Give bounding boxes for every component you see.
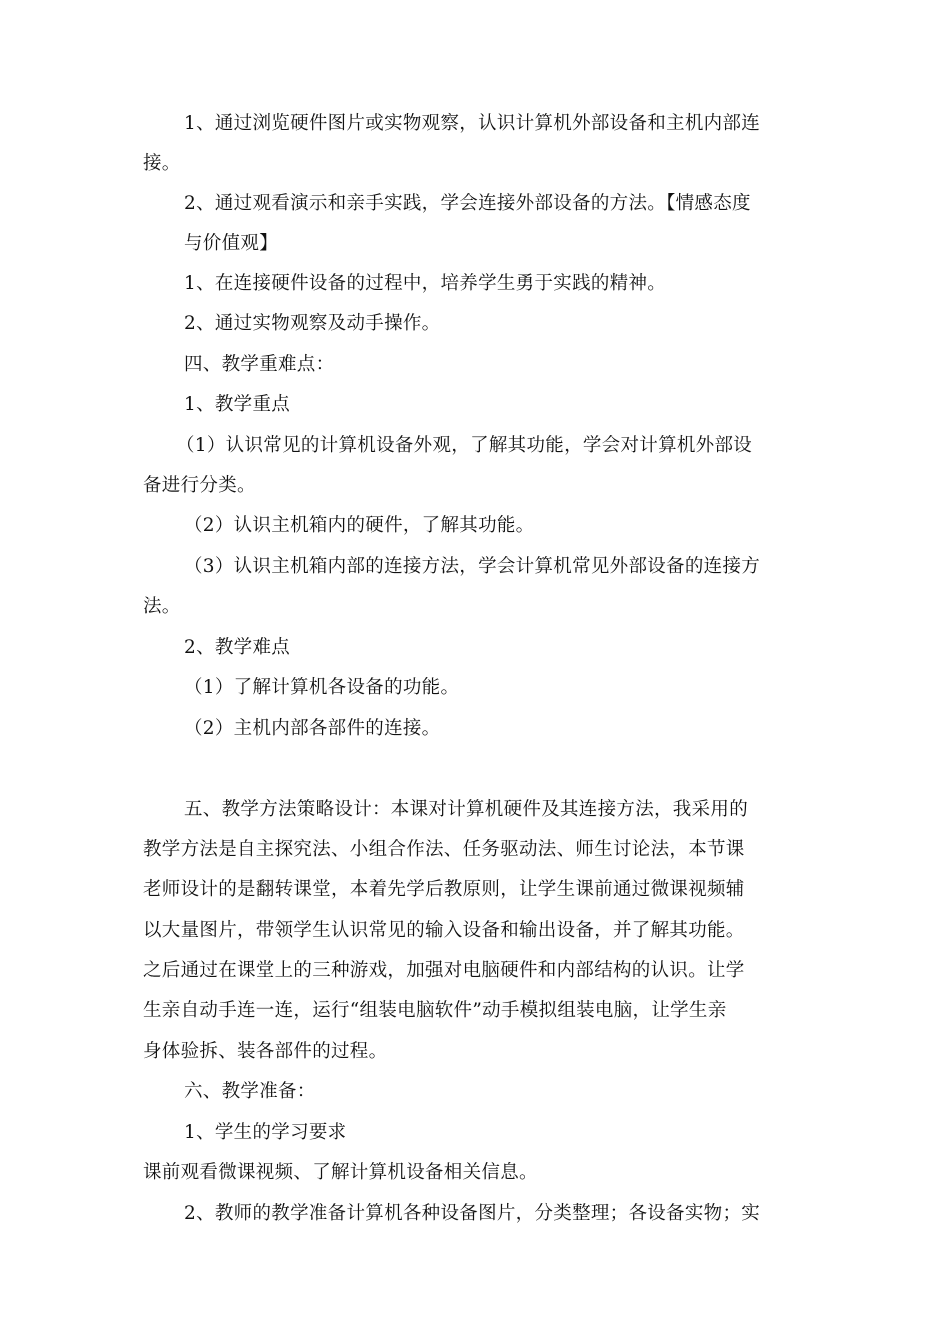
text-line: 与价值观】 [184, 233, 279, 254]
text-line: 2、教师的教学准备计算机各种设备图片，分类整理；各设备实物；实 [184, 1203, 761, 1224]
section-heading: 五、教学方法策略设计：本课对计算机硬件及其连接方法，我采用的 [184, 799, 749, 820]
text-line: 生亲自动手连一连，运行“组装电脑软件”动手模拟组装电脑，让学生亲 [143, 1000, 727, 1021]
text-line: 之后通过在课堂上的三种游戏，加强对电脑硬件和内部结构的认识。让学 [143, 960, 745, 981]
text-line: （3）认识主机箱内部的连接方法，学会计算机常见外部设备的连接方 [184, 556, 761, 577]
text-line: 老师设计的是翻转课堂，本着先学后教原则，让学生课前通过微课视频辅 [143, 879, 745, 900]
text-line: 备进行分类。 [143, 475, 256, 496]
text-line: （2）主机内部各部件的连接。 [184, 718, 441, 739]
text-line: 1、在连接硬件设备的过程中，培养学生勇于实践的精神。 [184, 273, 667, 294]
section-heading: 四、教学重难点： [184, 354, 335, 375]
sub-heading: 1、教学重点 [184, 394, 291, 415]
text-line: （1）认识常见的计算机设备外观，了解其功能，学会对计算机外部设 [176, 435, 753, 456]
text-line: 1、通过浏览硬件图片或实物观察，认识计算机外部设备和主机内部连 [184, 113, 761, 134]
sub-heading: 1、学生的学习要求 [184, 1122, 347, 1143]
section-heading: 六、教学准备： [184, 1081, 316, 1102]
text-line: 接。 [143, 153, 181, 174]
text-line: 2、通过实物观察及动手操作。 [184, 313, 441, 334]
text-line: 教学方法是自主探究法、小组合作法、任务驱动法、师生讨论法，本节课 [143, 839, 745, 860]
text-line: 2、通过观看演示和亲手实践，学会连接外部设备的方法。【情感态度 [184, 193, 751, 214]
text-line: （2）认识主机箱内的硬件，了解其功能。 [184, 515, 535, 536]
text-line: 法。 [143, 596, 181, 617]
text-line: （1）了解计算机各设备的功能。 [184, 677, 460, 698]
sub-heading: 2、教学难点 [184, 637, 291, 658]
text-line: 身体验拆、装各部件的过程。 [143, 1041, 388, 1062]
text-line: 课前观看微课视频、了解计算机设备相关信息。 [143, 1162, 538, 1183]
text-line: 以大量图片，带领学生认识常见的输入设备和输出设备，并了解其功能。 [143, 920, 745, 941]
